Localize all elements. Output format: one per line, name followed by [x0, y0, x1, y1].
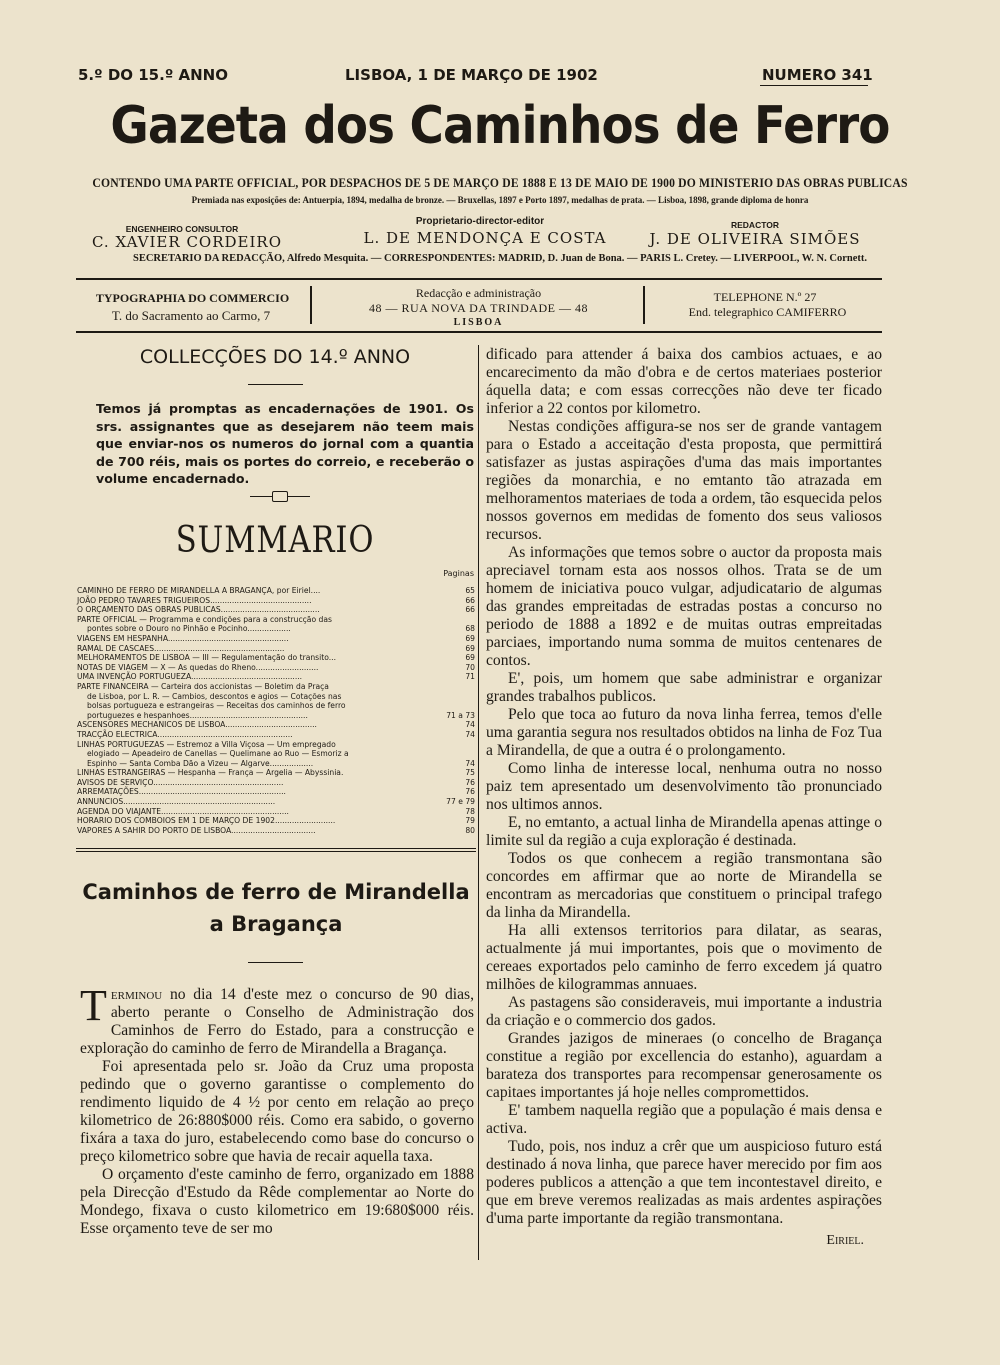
- summary-item-page: [435, 615, 475, 625]
- collections-text: Temos já promptas as encadernações de 1901. Os srs. assignantes que as desejarem não teem mais que enviar-nos os numeros do jornal com a quantia de 700 réis, mais os portes do correio, e receberão o volume encadernado.: [96, 401, 474, 486]
- editor-name: J. DE OLIVEIRA SIMÕES: [649, 230, 861, 248]
- summary-item: [77, 701, 475, 711]
- summary-item: [77, 759, 475, 769]
- summary-item-title: O ORÇAMENTO DAS OBRAS PUBLICAS.........................................: [77, 605, 320, 615]
- telephone: TELEPHONE N.º 27: [713, 290, 817, 304]
- summary-item-page: [435, 749, 475, 759]
- summary-item: [77, 692, 475, 702]
- summary-item-title: ASCENSORES MECHANICOS DE LISBOA......................................: [77, 720, 317, 730]
- article-title-line2: a Bragança: [209, 912, 343, 936]
- summary-item-page: 69: [465, 653, 475, 663]
- summary-item: [77, 586, 475, 596]
- summary-item-title: pontes sobre o Douro no Pinhão e Pocinho..................: [87, 624, 291, 634]
- summary-item-page: 74: [465, 720, 475, 730]
- summary-item: [77, 672, 475, 682]
- summary-item-title: MELHORAMENTOS DE LISBOA — III — Regulamentação do transito...: [77, 653, 336, 663]
- summary-item-title: NOTAS DE VIAGEM — X — As quedas do Rheno..........................: [77, 662, 319, 672]
- article-title-line1: Caminhos de ferro de Mirandella: [82, 880, 470, 904]
- summary-item-title: de Lisboa, por L. R. — Cambios, descontos e agios — Cotações nas: [87, 691, 342, 701]
- article-paragraph: As pastagens são consideraveis, mui importante a industria da criação e o commercio dos gados.: [486, 994, 882, 1029]
- admin-address: 48 — RUA NOVA DA TRINDADE — 48: [369, 301, 588, 315]
- summary-item-title: VIAGENS EM HESPANHA..................................................: [77, 633, 289, 643]
- summary-item-title: RAMAL DE CASCAES......................................................: [77, 643, 285, 653]
- printer-address: T. do Sacramento ao Carmo, 7: [111, 308, 271, 323]
- summary-item: [77, 682, 475, 692]
- admin-label: Redacção e administração: [415, 286, 542, 300]
- summary-item-title: JOÃO PEDRO TAVARES TRIGUEIROS..........................................: [77, 595, 312, 605]
- summary-item-page: 74: [465, 729, 475, 739]
- summary-item-page: [435, 701, 475, 711]
- summary-item: [77, 816, 475, 826]
- summary-list: [77, 586, 475, 835]
- summary-item: [77, 615, 475, 625]
- summary-item-page: 70: [465, 662, 475, 672]
- summary-item: [77, 730, 475, 740]
- summary-item-page: 79: [465, 816, 475, 826]
- info-divider-1: [310, 286, 312, 324]
- summary-item-page: 68: [465, 624, 475, 634]
- column-divider: [478, 345, 479, 1260]
- lead-word: erminou: [110, 986, 163, 1003]
- staff-line: SECRETARIO DA REDACÇÃO, Alfredo Mesquita. — CORRESPONDENTES: MADRID, D. Juan de Bona. — PARIS L. Cretey. — LIVERPOOL, W. N. Cornett.: [133, 253, 867, 264]
- info-top-rule: [76, 278, 882, 280]
- summary-item-title: bolsas portugueza e estrangeiras — Receitas dos caminhos de ferro: [87, 701, 346, 711]
- summary-item-page: 78: [465, 806, 475, 816]
- summary-item-page: 69: [465, 633, 475, 643]
- drop-cap: T: [80, 981, 107, 1030]
- editor-role: REDACTOR: [730, 220, 779, 230]
- article-title: [78, 876, 474, 940]
- summary-item: [77, 624, 475, 634]
- director-name: L. DE MENDONÇA E COSTA: [363, 229, 607, 247]
- masthead-title: Gazeta dos Caminhos de Ferro: [110, 96, 890, 156]
- summary-item-page: [435, 740, 475, 750]
- summary-item-page: 69: [465, 643, 475, 653]
- summary-item: [77, 720, 475, 730]
- summary-item-page: 71 a 73: [446, 710, 475, 720]
- printer-name: TYPOGRAPHIA DO COMMERCIO: [95, 291, 290, 305]
- summary-item: [77, 768, 475, 778]
- summary-item-page: [435, 692, 475, 702]
- article-title-rule: [248, 962, 303, 963]
- summary-item-page: 76: [465, 777, 475, 787]
- admin-city: LISBOA: [453, 317, 504, 328]
- summary-item-page: 76: [465, 787, 475, 797]
- summary-item-page: 77 e 79: [446, 797, 475, 807]
- article-paragraph: O orçamento d'este caminho de ferro, organizado em 1888 pela Direcção d'Estudo da Rêde complementar ao Norte do Mondego, fixava o custo kilometrico em 19:680$000 réis. Esse orçamento teve de ser mo: [80, 1166, 474, 1237]
- summary-item-title: AVISOS DE SERVIÇO......................................................: [77, 777, 284, 787]
- summary-item-page: 66: [465, 595, 475, 605]
- summary-item: [77, 653, 475, 663]
- article-paragraph: As informações que temos sobre o auctor da proposta mais apreciavel tornam esta aos nossos olhos. Trata se de um homem de iniciativa pouco vulgar, adjudicatario de algumas das grandes empreitadas de estradas postas a concurso no periodo de 1888 a 1892 e de muitas outras empreitadas parciaes, importando numa somma de muitos centenares de contos.: [486, 544, 882, 669]
- article-paragraph: Foi apresentada pelo sr. João da Cruz uma proposta pedindo que o governo garantisse o complemento do rendimento liquido de 4 ½ por cento em relação ao preço kilometrico de 26:880$000 réis. Como era sabido, o governo fixára a taxa do juro, estabelecendo como base do concurso o preço kilometrico sobre que havia de recair aquella taxa.: [80, 1058, 474, 1165]
- summary-item: [77, 826, 475, 836]
- masthead-subtitle: CONTENDO UMA PARTE OFFICIAL, POR DESPACHOS DE 5 DE MARÇO DE 1888 E 13 DE MAIO DE 1900 DO MINISTERIO DAS OBRAS PUBLICAS: [92, 176, 908, 190]
- summary-item-title: ANNUNCIOS...............................................................: [77, 797, 276, 807]
- article-paragraph: E' tambem naquella região que a população é mais densa e activa.: [486, 1102, 882, 1137]
- summary-item-page: 75: [465, 768, 475, 778]
- summary-item: [77, 807, 475, 817]
- summary-item: [77, 740, 475, 750]
- summary-item-title: LINHAS PORTUGUEZAS — Estremoz a Villa Viçosa — Um empregado: [77, 739, 336, 749]
- summary-item-page: 65: [465, 586, 475, 595]
- article-paragraph: Todos os que conhecem a região transmontana são concordes em affirmar que ao norte de Mirandella se encontram as mercadorias que constituem o principal trafego da linha da Mirandella.: [486, 850, 882, 921]
- article-paragraph: Como linha de interesse local, nenhuma outra no nosso paiz tem apresentado um desenvolvimento tão pronunciado nos ultimos annos.: [486, 760, 882, 813]
- summary-item-title: ARREMATAÇÕES.............................................................: [77, 787, 286, 797]
- article-paragraph: Grandes jazigos de mineraes (o concelho de Bragança constitue a região por excellencia do estanho), aguardam a barateza dos transportes para recompensar generosamente os capitaes importantes já hoje nelles compromettidos.: [486, 1030, 882, 1101]
- summary-item: [77, 644, 475, 654]
- summary-item-page: [435, 682, 475, 692]
- issue-number: NUMERO 341: [762, 66, 873, 84]
- summary-item-title: PARTE FINANCEIRA — Carteira dos accionistas — Boletim da Praça: [77, 681, 329, 691]
- place-date: LISBOA, 1 DE MARÇO DE 1902: [345, 66, 598, 84]
- summary-item-title: PARTE OFFICIAL — Programma e condições para a construcção das: [77, 614, 332, 624]
- issue-part: 5.º DO 15.º ANNO: [78, 66, 228, 84]
- article-paragraph: Pelo que toca ao futuro da nova linha ferrea, temos d'elle uma garantia segura nos resultados obtidos na linha de Foz Tua a Mirandella, de que a outra é o prolongamento.: [486, 706, 882, 759]
- telegraph-address: End. telegraphico CAMIFERRO: [688, 305, 847, 319]
- summary-item-title: VAPORES A SAHIR DO PORTO DE LISBOA...................................: [77, 825, 316, 835]
- info-bottom-rule: [76, 331, 882, 333]
- summary-item: [77, 778, 475, 788]
- summary-item: [77, 749, 475, 759]
- summary-item-title: TRACÇÃO ELECTRICA........................................................: [77, 729, 293, 739]
- summary-pages-header: Paginas: [443, 569, 474, 578]
- article-paragraph: Terminou no dia 14 d'este mez o concurso de 90 dias, aberto perante o Conselho de Administração dos Caminhos de Ferro do Estado, para a construcção e exploração do caminho de ferro de Mirandella a Bragança.: [80, 981, 474, 1057]
- summary-item: [77, 634, 475, 644]
- summary-item: [77, 605, 475, 615]
- summary-item: [77, 663, 475, 673]
- article-paragraph: Tudo, pois, nos induz a crêr que um auspicioso futuro está destinado á nova linha, que parece haver merecido por fim aos poderes publicos a attenção a que tem incontestavel direito, e que em breve veremos realizadas as mais ardentes aspirações d'uma parte importante da região transmontana.: [486, 1138, 882, 1227]
- summary-item-title: HORARIO DOS COMBOIOS EM 1 DE MARÇO DE 1902.........................: [77, 816, 336, 826]
- director-role: Proprietario-director-editor: [415, 216, 545, 227]
- summary-item-page: 71: [465, 672, 475, 682]
- number-underline: [760, 85, 868, 86]
- summary-item-title: CAMINHO DE FERRO DE MIRANDELLA A BRAGANÇA, por Eiriel....: [77, 586, 321, 595]
- summary-item-title: AGENDA DO VIAJANTE.....................................................: [77, 806, 289, 816]
- article-right-column: [486, 346, 882, 1250]
- article-paragraph: Ha alli extensos territorios para dilatar, as searas, actualmente já mui importantes, pois que o movimento de cereaes exportados pelo caminho de ferro excedem já quatro milhões de kilogrammas annuaes.: [486, 922, 882, 993]
- summary-item: [77, 797, 475, 807]
- article-signature: Eiriel.: [826, 1233, 864, 1248]
- summary-item-title: elogiado — Apeadeiro de Canellas — Quelimane ao Ruo — Esmoriz a: [87, 749, 349, 759]
- summary-item: [77, 787, 475, 797]
- summary-item: [77, 711, 475, 721]
- engineer-role: ENGENHEIRO CONSULTOR: [125, 224, 239, 234]
- summary-item-title: UMA INVENÇÃO PORTUGUEZA..............................................: [77, 672, 303, 682]
- summary-item-title: portuguezes e hespanhoes.................................................: [87, 710, 308, 720]
- summary-item-title: Espinho — Santa Comba Dão a Vizeu — Algarve..................: [87, 758, 314, 768]
- article-paragraph: Nestas condições affigura-se nos ser de grande vantagem para o Estado a acceitação d'esta proposta, que permittirá satisfazer as justas aspirações d'uma das mais importantes regiões da monarchia, e no emtanto tão atrazada em melhoramentos materiaes de toda a ordem, tão esquecida pelos nossos governos em medidas de fomento dos seus valiosos recursos.: [486, 418, 882, 543]
- article-paragraph: E, no emtanto, a actual linha de Mirandella apenas attinge o limite sul da região a cuja exploração é destinada.: [486, 814, 882, 849]
- article-left-column: [80, 981, 474, 1238]
- summary-item-page: 80: [465, 825, 475, 835]
- article-paragraph: E', pois, um homem que sabe administrar e organizar grandes trabalhos publicos.: [486, 670, 882, 705]
- article-paragraph: dificado para attender á baixa dos cambios actuaes, e ao encarecimento da mão d'obra e de certos materiaes posterior áquella data; e com essas correcções não deve ter ficado inferior a 22 contos por kilometro.: [486, 346, 882, 417]
- collections-rule: [248, 384, 303, 385]
- ornament-icon: [272, 491, 288, 502]
- summary-title: SUMMARIO: [175, 520, 375, 561]
- summary-item-page: 66: [465, 605, 475, 615]
- engineer-name: C. XAVIER CORDEIRO: [91, 233, 283, 251]
- collections-title: COLLECÇÕES DO 14.º ANNO: [139, 346, 411, 368]
- summary-item-page: 74: [465, 758, 475, 768]
- awards-line: Premiada nas exposições de: Antuerpia, 1894, medalha de bronze. — Bruxellas, 1897 e Porto 1897, medalhas de prata. — Lisboa, 1898, grande diploma de honra: [191, 195, 809, 205]
- info-divider-2: [643, 286, 645, 324]
- summary-item-title: LINHAS ESTRANGEIRAS — Hespanha — França — Argelia — Abyssinia.: [77, 768, 344, 778]
- summary-box-bottom: [76, 848, 476, 852]
- summary-item: [77, 596, 475, 606]
